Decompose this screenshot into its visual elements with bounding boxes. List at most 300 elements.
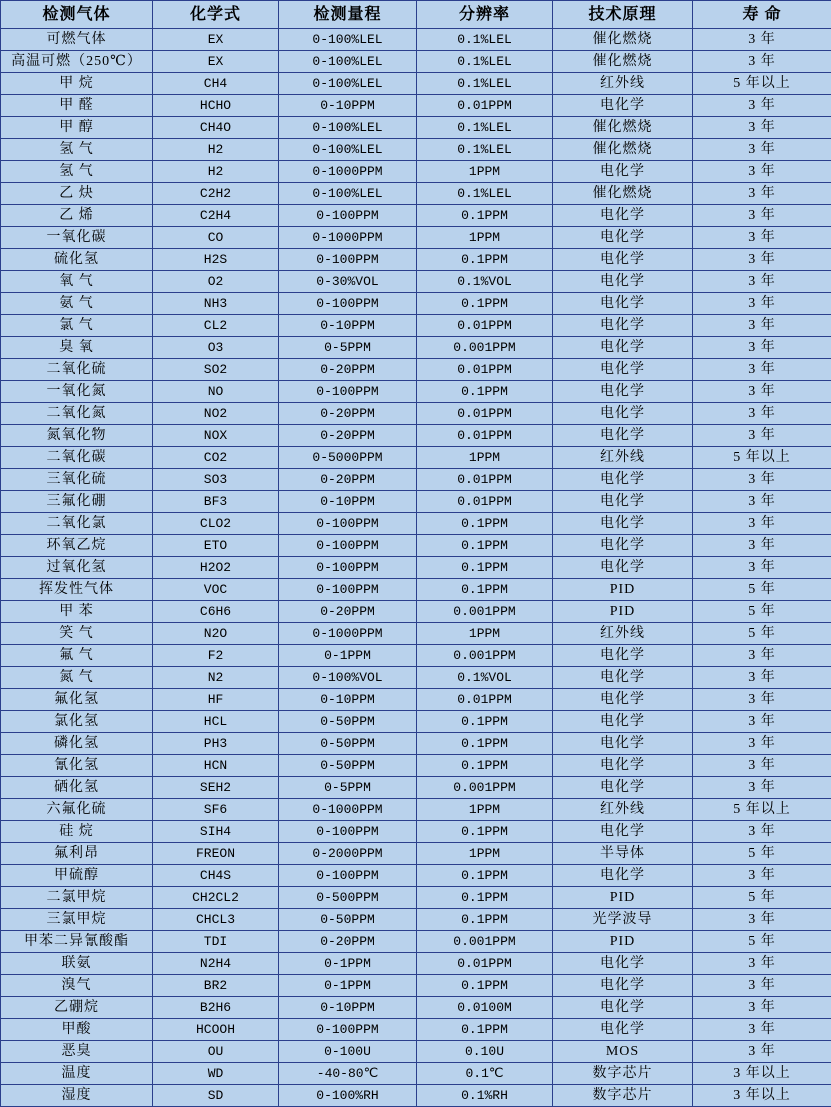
cell-formula: ETO [153,535,279,557]
table-row [1,1085,831,1107]
cell-range: 0-100PPM [279,205,417,227]
cell-range: 0-100PPM [279,865,417,887]
table-row [1,711,831,733]
cell-gas: 氯化氢 [1,711,153,733]
cell-range: 0-5PPM [279,337,417,359]
table-row [1,73,831,95]
cell-formula: C6H6 [153,601,279,623]
cell-technology: 电化学 [553,645,693,667]
table-header-row [1,1,831,29]
cell-gas: 氧 气 [1,271,153,293]
cell-technology: 电化学 [553,337,693,359]
cell-lifespan: 5 年以上 [693,799,831,821]
cell-formula: O3 [153,337,279,359]
cell-range: 0-1000PPM [279,227,417,249]
cell-range: 0-100PPM [279,1019,417,1041]
cell-gas: 氟化氢 [1,689,153,711]
cell-resolution: 0.1%LEL [417,183,553,205]
cell-technology: 电化学 [553,491,693,513]
cell-gas: 氨 气 [1,293,153,315]
cell-resolution: 0.1%LEL [417,117,553,139]
cell-technology: 电化学 [553,733,693,755]
table-row [1,799,831,821]
table-row [1,51,831,73]
table-row [1,447,831,469]
cell-lifespan: 3 年 [693,755,831,777]
cell-resolution: 0.1PPM [417,865,553,887]
cell-gas: 乙 炔 [1,183,153,205]
cell-formula: SD [153,1085,279,1107]
table-row [1,909,831,931]
cell-formula: CLO2 [153,513,279,535]
cell-gas: 氟利昂 [1,843,153,865]
table-row [1,821,831,843]
cell-range: 0-100%RH [279,1085,417,1107]
cell-gas: 磷化氢 [1,733,153,755]
cell-gas: 硅 烷 [1,821,153,843]
table-row [1,953,831,975]
cell-technology: 催化燃烧 [553,139,693,161]
table-row [1,205,831,227]
cell-lifespan: 3 年 [693,821,831,843]
cell-gas: 甲 苯 [1,601,153,623]
cell-range: 0-100%LEL [279,51,417,73]
cell-resolution: 0.1PPM [417,887,553,909]
table-row [1,359,831,381]
cell-resolution: 0.01PPM [417,469,553,491]
cell-range: 0-100PPM [279,249,417,271]
cell-lifespan: 3 年 [693,293,831,315]
cell-formula: SIH4 [153,821,279,843]
cell-lifespan: 5 年 [693,843,831,865]
cell-resolution: 0.1PPM [417,205,553,227]
cell-resolution: 0.1PPM [417,381,553,403]
cell-resolution: 0.1PPM [417,733,553,755]
cell-resolution: 1PPM [417,623,553,645]
cell-gas: 硫化氢 [1,249,153,271]
cell-lifespan: 3 年 [693,205,831,227]
cell-technology: MOS [553,1041,693,1063]
cell-gas: 联氨 [1,953,153,975]
cell-resolution: 0.01PPM [417,491,553,513]
cell-range: 0-10PPM [279,689,417,711]
table-row [1,997,831,1019]
cell-formula: FREON [153,843,279,865]
cell-technology: 电化学 [553,293,693,315]
cell-range: -40-80℃ [279,1063,417,1085]
cell-technology: 电化学 [553,535,693,557]
cell-gas: 溴气 [1,975,153,997]
cell-lifespan: 5 年 [693,579,831,601]
cell-gas: 甲 烷 [1,73,153,95]
column-header-technology: 技术原理 [553,1,693,29]
cell-resolution: 0.1PPM [417,535,553,557]
cell-gas: 温度 [1,1063,153,1085]
cell-range: 0-50PPM [279,711,417,733]
cell-technology: 光学波导 [553,909,693,931]
cell-resolution: 0.01PPM [417,359,553,381]
cell-lifespan: 3 年 [693,535,831,557]
cell-range: 0-20PPM [279,601,417,623]
cell-range: 0-1PPM [279,975,417,997]
cell-formula: HCOOH [153,1019,279,1041]
cell-formula: N2H4 [153,953,279,975]
cell-gas: 三氧化硫 [1,469,153,491]
cell-technology: PID [553,931,693,953]
cell-lifespan: 3 年 [693,337,831,359]
cell-range: 0-100%LEL [279,117,417,139]
cell-gas: 二氯甲烷 [1,887,153,909]
cell-range: 0-100PPM [279,579,417,601]
table-row [1,733,831,755]
cell-gas: 甲苯二异氰酸酯 [1,931,153,953]
cell-gas: 挥发性气体 [1,579,153,601]
cell-range: 0-2000PPM [279,843,417,865]
cell-range: 0-100%VOL [279,667,417,689]
cell-technology: 电化学 [553,205,693,227]
cell-technology: 电化学 [553,777,693,799]
table-row [1,29,831,51]
cell-lifespan: 5 年 [693,931,831,953]
cell-lifespan: 3 年 [693,733,831,755]
cell-range: 0-1000PPM [279,799,417,821]
cell-technology: 电化学 [553,403,693,425]
cell-range: 0-20PPM [279,403,417,425]
cell-range: 0-1PPM [279,645,417,667]
cell-gas: 氮氧化物 [1,425,153,447]
cell-gas: 二氧化碳 [1,447,153,469]
table-row [1,271,831,293]
cell-gas: 甲 醛 [1,95,153,117]
cell-lifespan: 5 年以上 [693,447,831,469]
cell-lifespan: 3 年 [693,139,831,161]
cell-formula: NH3 [153,293,279,315]
cell-lifespan: 3 年 [693,381,831,403]
cell-lifespan: 3 年 [693,777,831,799]
cell-formula: CO [153,227,279,249]
cell-resolution: 1PPM [417,447,553,469]
cell-lifespan: 3 年 [693,711,831,733]
cell-resolution: 0.0100M [417,997,553,1019]
cell-resolution: 0.1PPM [417,557,553,579]
cell-resolution: 0.01PPM [417,953,553,975]
table-row [1,557,831,579]
cell-formula: CH4O [153,117,279,139]
column-header-formula: 化学式 [153,1,279,29]
cell-technology: 电化学 [553,755,693,777]
cell-formula: SO2 [153,359,279,381]
cell-lifespan: 3 年 [693,1019,831,1041]
cell-formula: HCL [153,711,279,733]
table-row [1,1063,831,1085]
cell-lifespan: 3 年 [693,117,831,139]
cell-technology: PID [553,579,693,601]
cell-range: 0-10PPM [279,95,417,117]
cell-technology: 电化学 [553,953,693,975]
cell-technology: 催化燃烧 [553,117,693,139]
cell-lifespan: 3 年 [693,975,831,997]
table-row [1,293,831,315]
cell-technology: 电化学 [553,711,693,733]
cell-gas: 高温可燃（250℃） [1,51,153,73]
cell-gas: 二氧化硫 [1,359,153,381]
cell-formula: CL2 [153,315,279,337]
cell-formula: C2H2 [153,183,279,205]
cell-lifespan: 3 年 [693,557,831,579]
cell-resolution: 0.01PPM [417,315,553,337]
cell-lifespan: 5 年以上 [693,73,831,95]
table-row [1,315,831,337]
cell-formula: CHCL3 [153,909,279,931]
cell-resolution: 1PPM [417,799,553,821]
table-body [1,29,831,1107]
table-row [1,381,831,403]
table-header [1,1,831,29]
cell-resolution: 0.01PPM [417,95,553,117]
cell-resolution: 0.1%RH [417,1085,553,1107]
cell-resolution: 0.1PPM [417,755,553,777]
cell-formula: H2S [153,249,279,271]
cell-formula: WD [153,1063,279,1085]
cell-technology: 半导体 [553,843,693,865]
cell-gas: 乙 烯 [1,205,153,227]
cell-lifespan: 3 年 [693,997,831,1019]
cell-resolution: 0.1PPM [417,513,553,535]
cell-resolution: 0.1℃ [417,1063,553,1085]
cell-resolution: 0.01PPM [417,689,553,711]
cell-lifespan: 3 年 [693,469,831,491]
cell-lifespan: 5 年 [693,887,831,909]
cell-range: 0-100PPM [279,293,417,315]
cell-resolution: 0.001PPM [417,601,553,623]
cell-resolution: 1PPM [417,161,553,183]
cell-gas: 可燃气体 [1,29,153,51]
cell-range: 0-100U [279,1041,417,1063]
cell-gas: 一氧化氮 [1,381,153,403]
cell-formula: HCHO [153,95,279,117]
cell-technology: 电化学 [553,821,693,843]
cell-gas: 氯 气 [1,315,153,337]
cell-resolution: 0.1PPM [417,975,553,997]
cell-gas: 笑 气 [1,623,153,645]
cell-technology: 催化燃烧 [553,51,693,73]
column-header-gas: 检测气体 [1,1,153,29]
cell-lifespan: 3 年 [693,645,831,667]
cell-gas: 环氧乙烷 [1,535,153,557]
cell-lifespan: 5 年 [693,623,831,645]
cell-formula: SF6 [153,799,279,821]
cell-gas: 甲硫醇 [1,865,153,887]
cell-range: 0-100%LEL [279,139,417,161]
cell-range: 0-1PPM [279,953,417,975]
cell-formula: NO [153,381,279,403]
cell-lifespan: 3 年 [693,403,831,425]
cell-lifespan: 3 年 [693,689,831,711]
cell-formula: NOX [153,425,279,447]
cell-gas: 氰化氢 [1,755,153,777]
table-row [1,337,831,359]
cell-range: 0-10PPM [279,315,417,337]
cell-resolution: 0.1%LEL [417,51,553,73]
cell-technology: 电化学 [553,315,693,337]
cell-range: 0-20PPM [279,425,417,447]
cell-formula: HF [153,689,279,711]
cell-technology: PID [553,887,693,909]
cell-gas: 过氧化氢 [1,557,153,579]
cell-resolution: 0.1%LEL [417,73,553,95]
cell-formula: VOC [153,579,279,601]
cell-formula: CH4 [153,73,279,95]
cell-formula: CH2CL2 [153,887,279,909]
cell-formula: BR2 [153,975,279,997]
cell-technology: 红外线 [553,799,693,821]
cell-range: 0-100PPM [279,557,417,579]
cell-formula: H2 [153,139,279,161]
cell-lifespan: 3 年 [693,425,831,447]
cell-gas: 三氟化硼 [1,491,153,513]
cell-lifespan: 3 年 [693,315,831,337]
cell-technology: 数字芯片 [553,1085,693,1107]
cell-technology: 电化学 [553,469,693,491]
cell-technology: 电化学 [553,975,693,997]
cell-range: 0-1000PPM [279,623,417,645]
cell-technology: 数字芯片 [553,1063,693,1085]
cell-gas: 硒化氢 [1,777,153,799]
cell-gas: 乙硼烷 [1,997,153,1019]
cell-formula: EX [153,29,279,51]
cell-range: 0-20PPM [279,469,417,491]
cell-lifespan: 3 年 [693,359,831,381]
cell-lifespan: 3 年以上 [693,1085,831,1107]
cell-resolution: 0.1%LEL [417,139,553,161]
cell-technology: 电化学 [553,689,693,711]
cell-technology: 红外线 [553,73,693,95]
cell-resolution: 0.1%VOL [417,271,553,293]
cell-formula: C2H4 [153,205,279,227]
table-row [1,689,831,711]
cell-formula: N2O [153,623,279,645]
column-header-lifespan: 寿 命 [693,1,831,29]
cell-formula: F2 [153,645,279,667]
cell-resolution: 0.1PPM [417,579,553,601]
cell-resolution: 0.1PPM [417,293,553,315]
cell-range: 0-20PPM [279,931,417,953]
cell-gas: 恶臭 [1,1041,153,1063]
table-row [1,183,831,205]
cell-formula: TDI [153,931,279,953]
cell-technology: 电化学 [553,865,693,887]
cell-gas: 氮 气 [1,667,153,689]
cell-range: 0-50PPM [279,733,417,755]
cell-range: 0-100%LEL [279,73,417,95]
cell-lifespan: 3 年 [693,51,831,73]
cell-formula: NO2 [153,403,279,425]
table-row [1,865,831,887]
cell-resolution: 0.1%LEL [417,29,553,51]
cell-range: 0-50PPM [279,909,417,931]
cell-resolution: 1PPM [417,227,553,249]
cell-lifespan: 3 年 [693,667,831,689]
cell-range: 0-30%VOL [279,271,417,293]
cell-lifespan: 3 年以上 [693,1063,831,1085]
cell-technology: 电化学 [553,249,693,271]
cell-lifespan: 3 年 [693,865,831,887]
cell-formula: H2 [153,161,279,183]
cell-resolution: 1PPM [417,843,553,865]
cell-technology: 电化学 [553,381,693,403]
column-header-resolution: 分辨率 [417,1,553,29]
table-row [1,1041,831,1063]
cell-gas: 二氧化氮 [1,403,153,425]
cell-formula: CH4S [153,865,279,887]
cell-lifespan: 3 年 [693,909,831,931]
cell-technology: PID [553,601,693,623]
cell-range: 0-100PPM [279,535,417,557]
cell-formula: EX [153,51,279,73]
cell-resolution: 0.1PPM [417,711,553,733]
table-row [1,491,831,513]
cell-range: 0-100%LEL [279,183,417,205]
table-row [1,645,831,667]
cell-range: 0-5000PPM [279,447,417,469]
table-row [1,161,831,183]
cell-range: 0-10PPM [279,997,417,1019]
cell-resolution: 0.10U [417,1041,553,1063]
cell-formula: PH3 [153,733,279,755]
table-row [1,1019,831,1041]
cell-gas: 三氯甲烷 [1,909,153,931]
cell-resolution: 0.1PPM [417,909,553,931]
cell-resolution: 0.001PPM [417,931,553,953]
cell-technology: 催化燃烧 [553,29,693,51]
cell-range: 0-10PPM [279,491,417,513]
cell-lifespan: 3 年 [693,271,831,293]
table-row [1,139,831,161]
table-row [1,579,831,601]
cell-gas: 氢 气 [1,139,153,161]
cell-range: 0-5PPM [279,777,417,799]
cell-range: 0-100PPM [279,381,417,403]
cell-gas: 氟 气 [1,645,153,667]
cell-technology: 电化学 [553,1019,693,1041]
cell-lifespan: 5 年 [693,601,831,623]
cell-formula: SEH2 [153,777,279,799]
cell-technology: 电化学 [553,161,693,183]
table-row [1,249,831,271]
cell-formula: SO3 [153,469,279,491]
table-row [1,667,831,689]
cell-formula: B2H6 [153,997,279,1019]
cell-lifespan: 3 年 [693,513,831,535]
cell-formula: N2 [153,667,279,689]
cell-range: 0-100%LEL [279,29,417,51]
cell-formula: HCN [153,755,279,777]
table-row [1,469,831,491]
cell-technology: 电化学 [553,425,693,447]
table-row [1,227,831,249]
cell-technology: 红外线 [553,447,693,469]
table-row [1,513,831,535]
cell-technology: 电化学 [553,359,693,381]
cell-lifespan: 3 年 [693,953,831,975]
table-row [1,931,831,953]
cell-lifespan: 3 年 [693,249,831,271]
cell-technology: 电化学 [553,557,693,579]
cell-technology: 电化学 [553,227,693,249]
cell-technology: 电化学 [553,513,693,535]
cell-lifespan: 3 年 [693,491,831,513]
cell-range: 0-20PPM [279,359,417,381]
